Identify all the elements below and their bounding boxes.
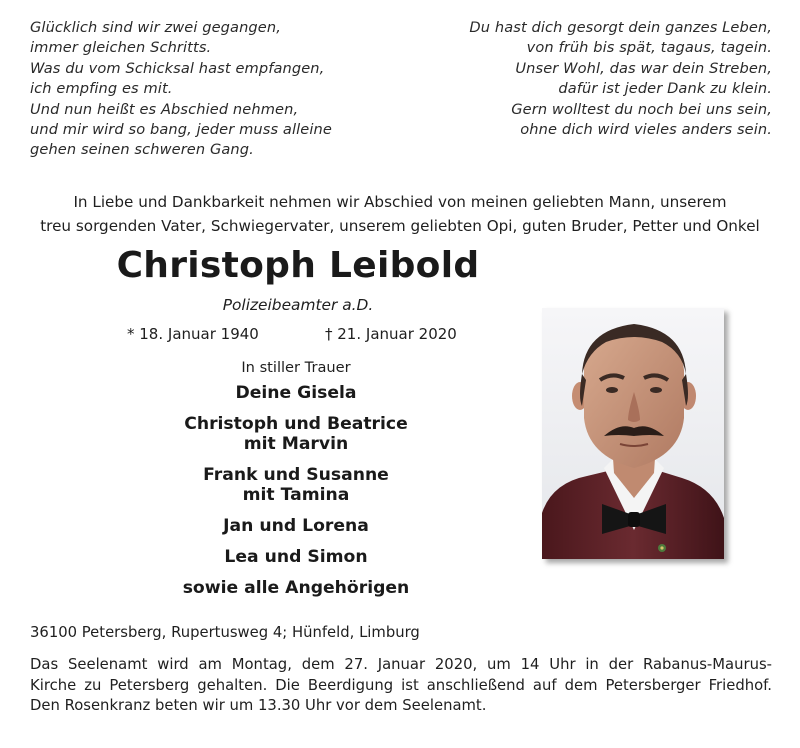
farewell-intro-line: In Liebe und Dankbarkeit nehmen wir Abschied von meinen geliebten Mann, unserem [73,193,727,211]
mourning-intro: In stiller Trauer [241,359,351,376]
poem-right-line: Unser Wohl, das war dein Streben, [515,59,772,77]
death-date: † 21. Januar 2020 [325,325,457,343]
poem-left-line: gehen seinen schweren Gang. [30,141,254,159]
poem-right [469,18,772,140]
portrait-illustration [542,308,724,559]
poem-right-line: Gern wolltest du noch bei uns sein, [511,100,772,118]
birth-date: * 18. Januar 1940 [127,325,259,343]
mourner-line: Deine Gisela [235,383,357,403]
mourner-line: Lea und Simon [224,547,368,567]
poem-left-line: ich empfing es mit. [30,80,173,98]
service-details-line: Kirche zu Petersberg gehalten. Die Beerdigung ist anschließend auf dem Petersberger Friedhof. [30,676,772,694]
mourner-line: Jan und Lorena [223,516,369,536]
poem-right-line: dafür ist jeder Dank zu klein. [558,80,772,98]
farewell-intro [0,190,800,238]
service-details-line: Den Rosenkranz beten wir um 13.30 Uhr vor dem Seelenamt. [30,697,487,714]
service-details-line: Das Seelenamt wird am Montag, dem 27. Januar 2020, um 14 Uhr in der Rabanus-Maurus- [30,656,772,673]
poem-left [30,18,332,161]
deceased-name: Christoph Leibold [116,245,480,286]
mourner-line: mit Tamina [242,485,350,505]
poem-left-line: immer gleichen Schritts. [30,39,212,57]
mourner-line: Frank und Susanne [203,465,389,485]
service-details [30,655,772,717]
deceased-profession: Polizeibeamter a.D. [222,296,374,314]
poem-left-line: Und nun heißt es Abschied nehmen, [30,100,299,118]
mourners-list [0,383,592,598]
mourner-line: mit Marvin [243,434,349,454]
poem-right-line: Du hast dich gesorgt dein ganzes Leben, [469,19,772,36]
address: 36100 Petersberg, Rupertusweg 4; Hünfeld, Limburg [30,624,420,641]
mourner-line: Christoph und Beatrice [184,414,408,434]
poem-right-line: von früh bis spät, tagaus, tagein. [526,39,772,57]
poem-left-line: und mir wird so bang, jeder muss alleine [30,121,332,139]
poem-left-line: Glücklich sind wir zwei gegangen, [30,19,281,36]
mourner-line: sowie alle Angehörigen [182,578,410,598]
portrait-photo [542,308,724,559]
farewell-intro-line: treu sorgenden Vater, Schwiegervater, unserem geliebten Opi, guten Bruder, Petter und Onkel [40,217,760,235]
poem-right-line: ohne dich wird vieles anders sein. [520,121,772,139]
poem-left-line: Was du vom Schicksal hast empfangen, [30,59,325,77]
